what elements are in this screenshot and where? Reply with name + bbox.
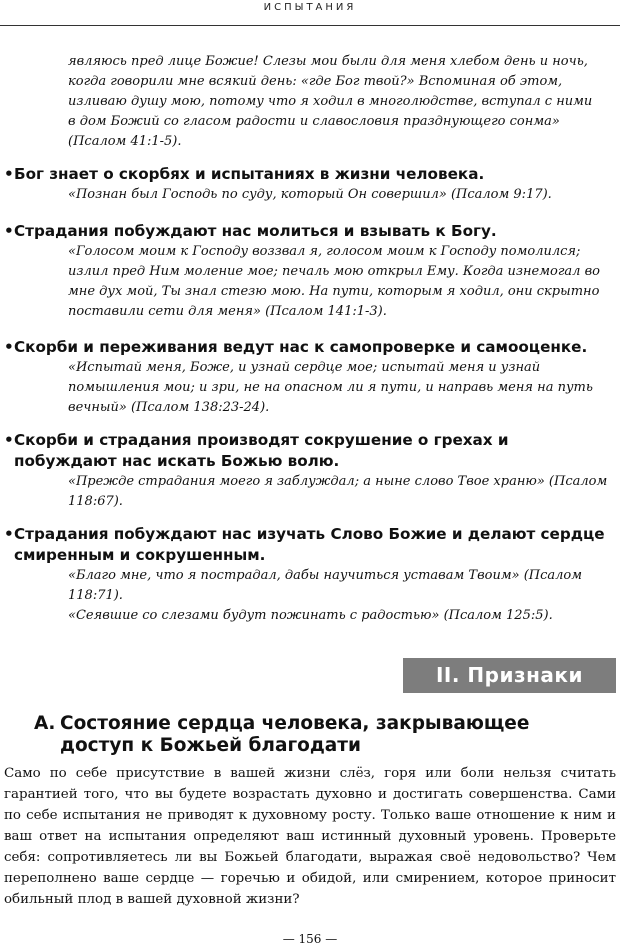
header-rule [0, 25, 620, 26]
point-5 [4, 524, 616, 626]
point-heading-text: Бог знает о скорбях и испытаниях в жизни человека. [14, 165, 485, 183]
point-heading [4, 430, 616, 472]
section-title: Признаки [467, 663, 584, 687]
subsection-label: А. [34, 713, 56, 734]
bullet: • [4, 165, 14, 183]
point-2 [4, 221, 616, 322]
subsection-title-line1: Состояние сердца человека, закрывающее [60, 713, 530, 734]
point-heading-text: Скорби и переживания ведут нас к самопроверке и самооценке. [14, 338, 588, 356]
bullet: • [4, 525, 14, 543]
bullet: • [4, 338, 14, 356]
point-heading [4, 337, 616, 358]
bullet: • [4, 222, 14, 240]
page-number: — 156 — [282, 932, 338, 946]
scripture-quote: «Испытай меня, Боже, и узнай сердце мое; испытай меня и узнай помышления мои; и зри, не на опасном ли я пути, и направь меня на путь вечный» (Псалом 138:23-24). [68, 360, 593, 415]
point-heading-text: Страдания побуждают нас изучать Слово Божие и делают сердце смиренным и сокрушенным. [14, 525, 605, 564]
point-1 [4, 164, 616, 205]
point-heading [4, 221, 616, 242]
point-heading-text: Страдания побуждают нас молиться и взывать к Богу. [14, 222, 497, 240]
subsection-title-line2: доступ к Божьей благодати [60, 735, 361, 756]
running-head: ИСПЫТАНИЯ [263, 2, 357, 13]
section-number: II. [435, 663, 460, 687]
scripture-quote: «Сеявшие со слезами будут пожинать с радостью» (Псалом 125:5). [68, 608, 553, 623]
section-heading-bar [403, 658, 616, 693]
scripture-quote: «Познан был Господь по суду, который Он совершил» (Псалом 9:17). [68, 187, 552, 202]
subsection-heading [34, 713, 604, 757]
bullet: • [4, 431, 14, 449]
point-heading-text: Скорби и страдания производят сокрушение о грехах и побуждают нас искать Божью волю. [14, 431, 509, 470]
point-heading [4, 524, 616, 566]
scripture-quote: «Голосом моим к Господу воззвал я, голосом моим к Господу помолился; излил пред Ним моление мое; печаль мою открыл Ему. Когда изнемогал во мне дух мой, Ты знал стезю мою. На пути, которым я ходил, они скрытно поставили сети для меня» (Псалом 141:1-3). [68, 244, 600, 319]
point-3 [4, 337, 616, 418]
point-heading [4, 164, 616, 185]
point-4 [4, 430, 616, 512]
intro-quote: являюсь пред лице Божие! Слезы мои были для меня хлебом день и ночь, когда говорили мне всякий день: «где Бог твой?» Вспоминая об этом, изливаю душу мою, потому что я ходил в многолюдстве, вступал с ними в дом Божий со гласом радости и славословия празднующего сонма» (Псалом 41:1-5). [68, 54, 593, 149]
scripture-quote: «Прежде страдания моего я заблуждал; а ныне слово Твое храню» (Псалом 118:67). [68, 474, 608, 509]
scripture-quote: «Благо мне, что я пострадал, дабы научиться уставам Твоим» (Псалом 118:71). [68, 568, 583, 603]
body-paragraph: Само по себе присутствие в вашей жизни слёз, горя или боли нельзя считать гарантией того, что вы будете возрастать духовно и достигать совершенства. Сами по себе испытания не приводят к духовному росту. Только ваше отношение к ним и ваш ответ на испытания определяют ваш истинный духовный уровень. Проверьте себя: сопротивляетесь ли вы Божьей благодати, выражая своё недовольство? Чем переполнено ваше сердце — горечью и обидой, или смирением, которое приносит обильный плод в вашей духовной жизни? [4, 766, 616, 907]
